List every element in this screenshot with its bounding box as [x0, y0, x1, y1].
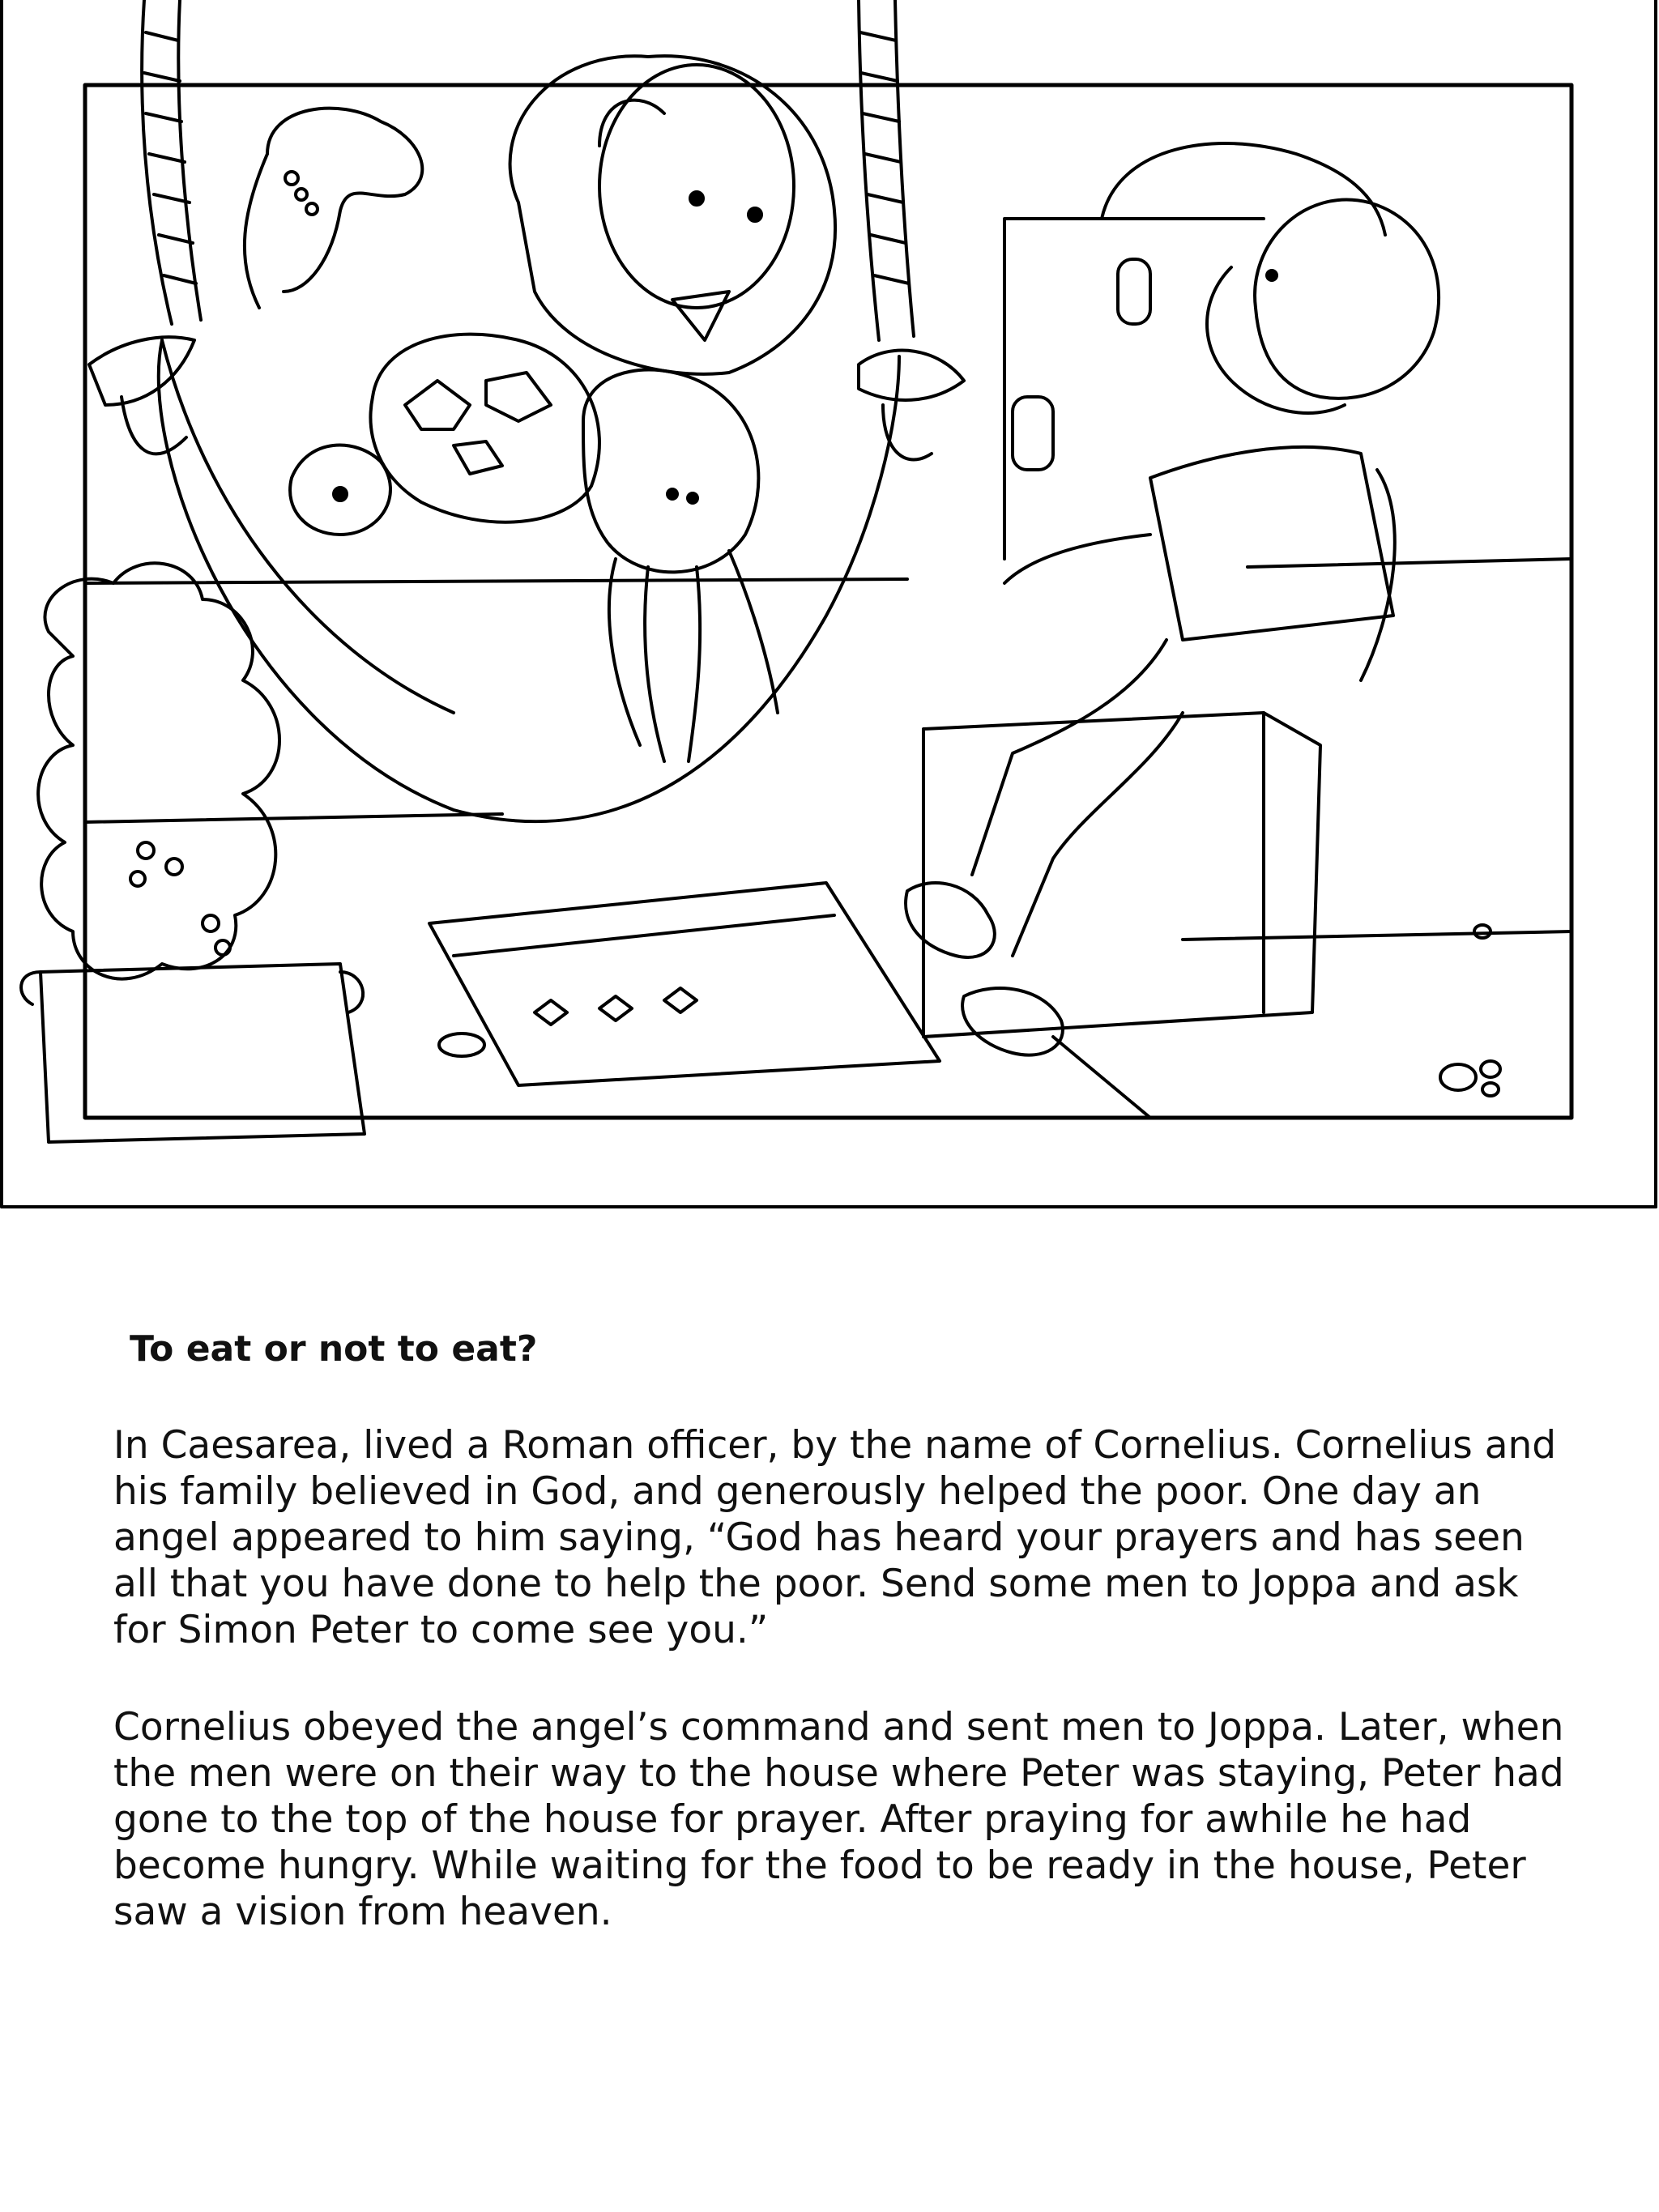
story-section	[113, 1328, 1572, 1935]
rope-left	[142, 0, 201, 324]
story-paragraph-2: Cornelius obeyed the angel’s command and sent men to Joppa. Later, when the men were on their way to the house where Peter was staying, Peter had gone to the top of the house for prayer. After praying for awhile he had become hungry. While waiting for the food to be ready in the house, Peter saw a vision from heaven.	[113, 1704, 1564, 1934]
buildings	[1004, 143, 1385, 559]
wall-lines	[85, 559, 1572, 1118]
serpent-creature	[245, 109, 422, 308]
octopus	[583, 370, 778, 761]
story-title: To eat or not to eat?	[130, 1328, 538, 1370]
story-paragraph-1: In Caesarea, lived a Roman officer, by the name of Cornelius. Cornelius and his family believed in God, and generously helped the poor. One day an angel appeared to him saying, “God has heard your prayers and has seen all that you have done to help the poor. Send some men to Joppa and ask for Simon Peter to come see you.”	[113, 1422, 1557, 1652]
potted-plant	[21, 563, 365, 1142]
lion	[510, 56, 835, 374]
pebbles	[439, 925, 1500, 1096]
peter	[906, 200, 1439, 1055]
inner-frame	[85, 85, 1572, 1118]
rug	[429, 883, 940, 1085]
rope-right	[859, 0, 914, 340]
tortoise	[290, 335, 599, 535]
stone-seat	[923, 713, 1320, 1037]
